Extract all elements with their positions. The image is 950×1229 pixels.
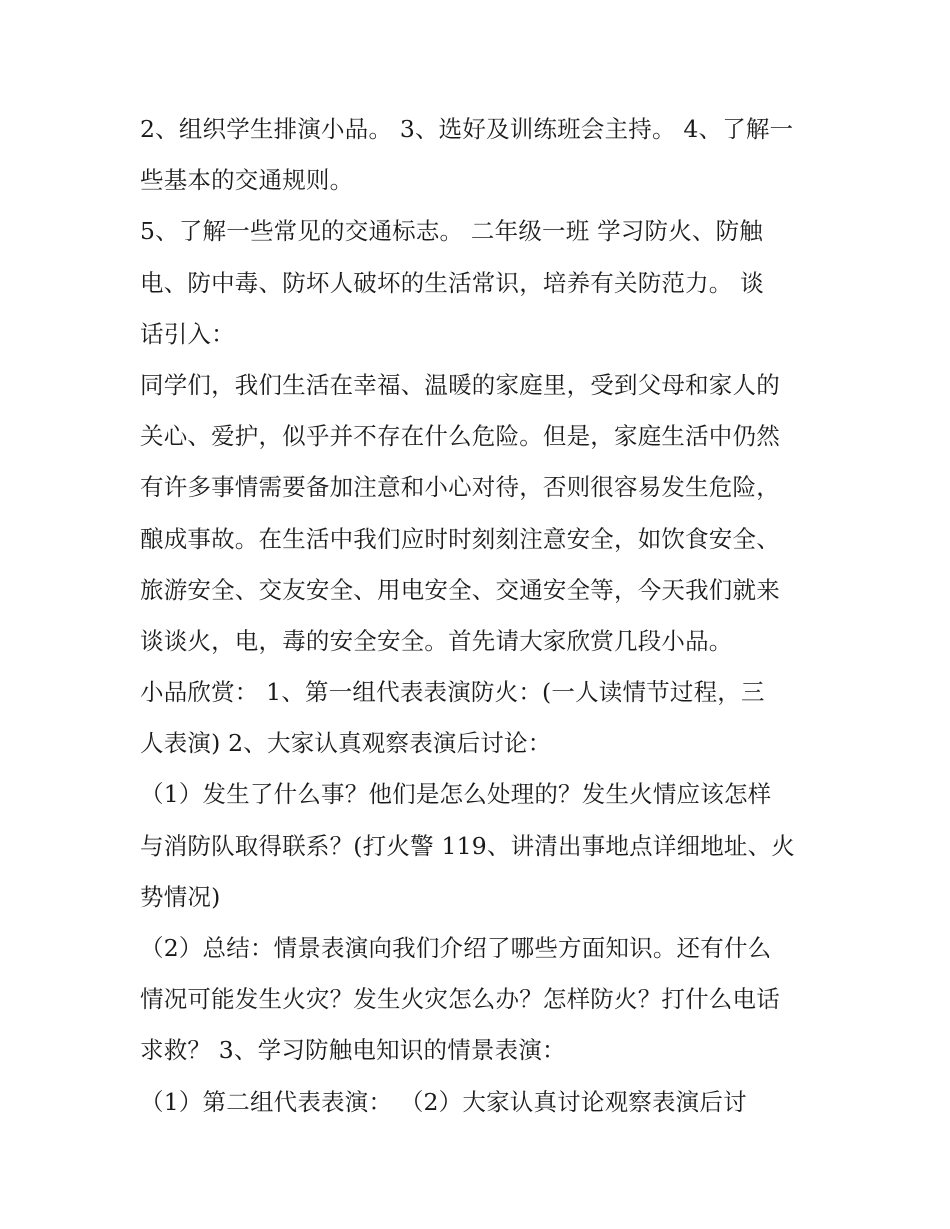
text-line: 有许多事情需要备加注意和小心对待，否则很容易发生危险， (140, 473, 780, 502)
text-line: 谈谈火，电，毒的安全安全。首先请大家欣赏几段小品。 (140, 626, 733, 655)
text-line: 关心、爱护，似乎并不存在什么危险。但是，家庭生活中仍然 (140, 422, 780, 451)
text-line: 势情况) (140, 882, 221, 911)
text-line: 小品欣赏： 1、第一组代表表演防火：(一人读情节过程，三 (140, 678, 765, 707)
text-line: 些基本的交通规则。 (140, 166, 354, 195)
text-line: 5、了解一些常见的交通标志。 二年级一班 学习防火、防触 (140, 217, 763, 246)
text-line: 2、组织学生排演小品。 3、选好及训练班会主持。 4、了解一 (140, 115, 794, 143)
text-line: 与消防队取得联系？(打火警 119、讲清出事地点详细地址、火 (140, 831, 795, 860)
text-line: 话引入： (140, 319, 235, 348)
text-line: 人表演) 2、大家认真观察表演后讨论： (140, 729, 552, 758)
text-line: （1）第二组代表表演： （2）大家认真讨论观察表演后讨 (140, 1087, 747, 1116)
text-line: 电、防中毒、防坏人破坏的生活常识，培养有关防范力。 谈 (140, 268, 764, 297)
text-line: （1）发生了什么事？他们是怎么处理的？发生火情应该怎样 (140, 780, 772, 809)
text-line: 酿成事故。在生活中我们应时时刻刻注意安全，如饮食安全、 (140, 524, 780, 553)
text-line: 情况可能发生火灾？发生火灾怎么办？怎样防火？打什么电话 (140, 985, 780, 1014)
text-line: （2）总结：情景表演向我们介绍了哪些方面知识。还有什么 (140, 934, 772, 962)
document-body (140, 104, 820, 1128)
text-line: 求救？ 3、学习防触电知识的情景表演： (140, 1036, 566, 1065)
text-line: 旅游安全、交友安全、用电安全、交通安全等，今天我们就来 (140, 575, 780, 604)
text-line: 同学们，我们生活在幸福、温暖的家庭里，受到父母和家人的 (140, 370, 780, 399)
